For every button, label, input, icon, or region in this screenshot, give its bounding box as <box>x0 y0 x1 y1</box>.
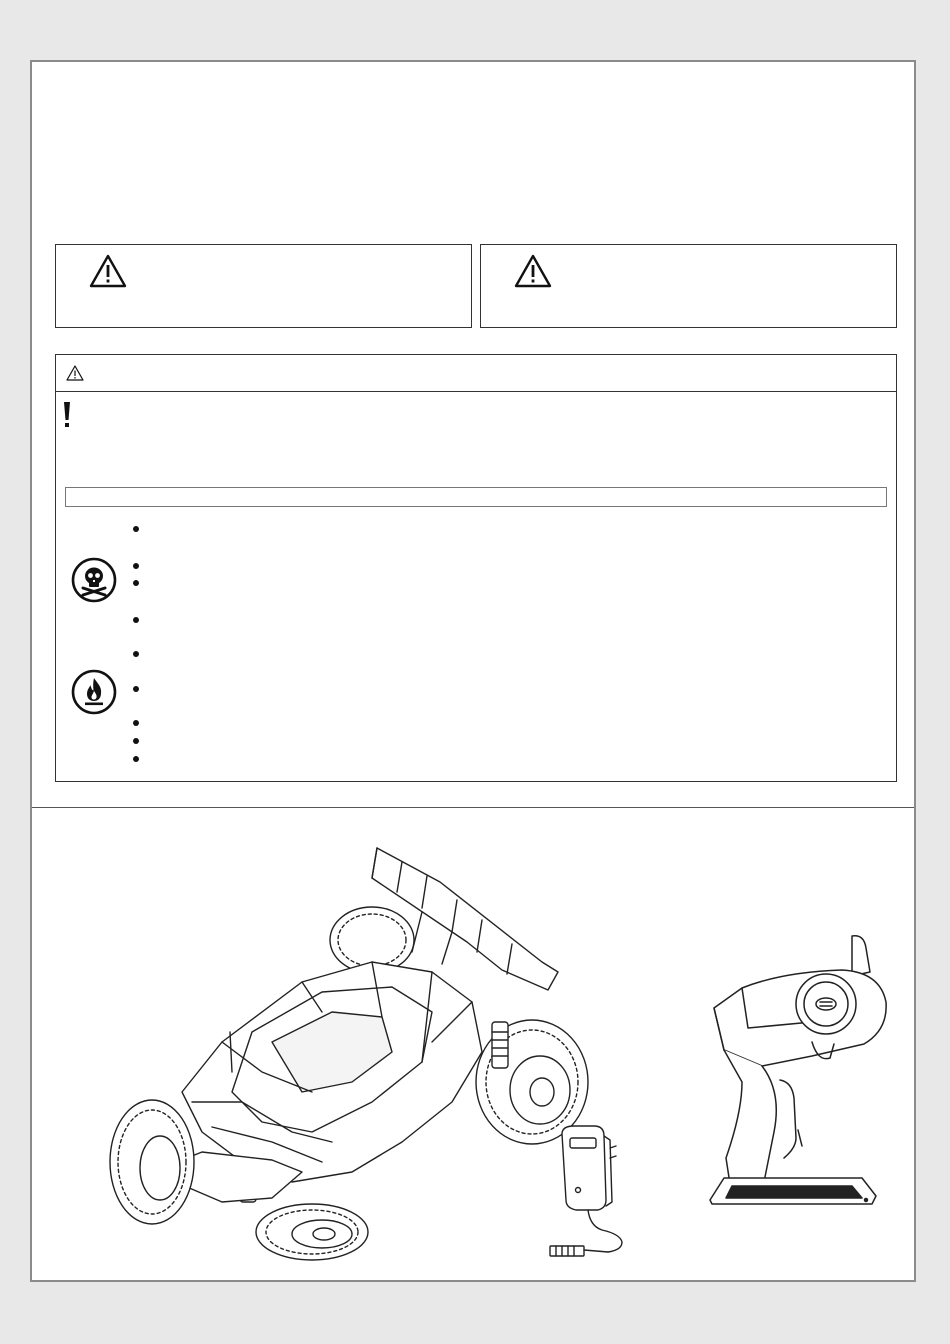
flammable-flame-icon <box>71 669 117 715</box>
bullet <box>133 651 139 657</box>
bullet <box>133 756 139 762</box>
section-divider <box>32 807 914 808</box>
bullet <box>133 686 139 692</box>
notice-strip <box>65 487 887 507</box>
bullet <box>133 580 139 586</box>
warning-triangle-small-icon <box>66 365 84 381</box>
safety-header-bar <box>56 355 896 392</box>
exclamation-icon <box>62 401 72 431</box>
warning-triangle-icon <box>513 253 553 289</box>
safety-precautions-box <box>55 354 897 782</box>
bullet <box>133 738 139 744</box>
skull-crossbones-icon <box>71 557 117 603</box>
bullet <box>133 526 139 532</box>
bullet <box>133 720 139 726</box>
bullet <box>133 617 139 623</box>
warning-panel-left <box>55 244 472 328</box>
warning-triangle-icon <box>88 253 128 289</box>
bullet <box>133 563 139 569</box>
transmitter-illustration <box>702 932 892 1222</box>
charger-illustration <box>542 1122 642 1262</box>
warning-panel-right <box>480 244 897 328</box>
rc-buggy-illustration <box>72 842 592 1262</box>
manual-page <box>30 60 916 1282</box>
